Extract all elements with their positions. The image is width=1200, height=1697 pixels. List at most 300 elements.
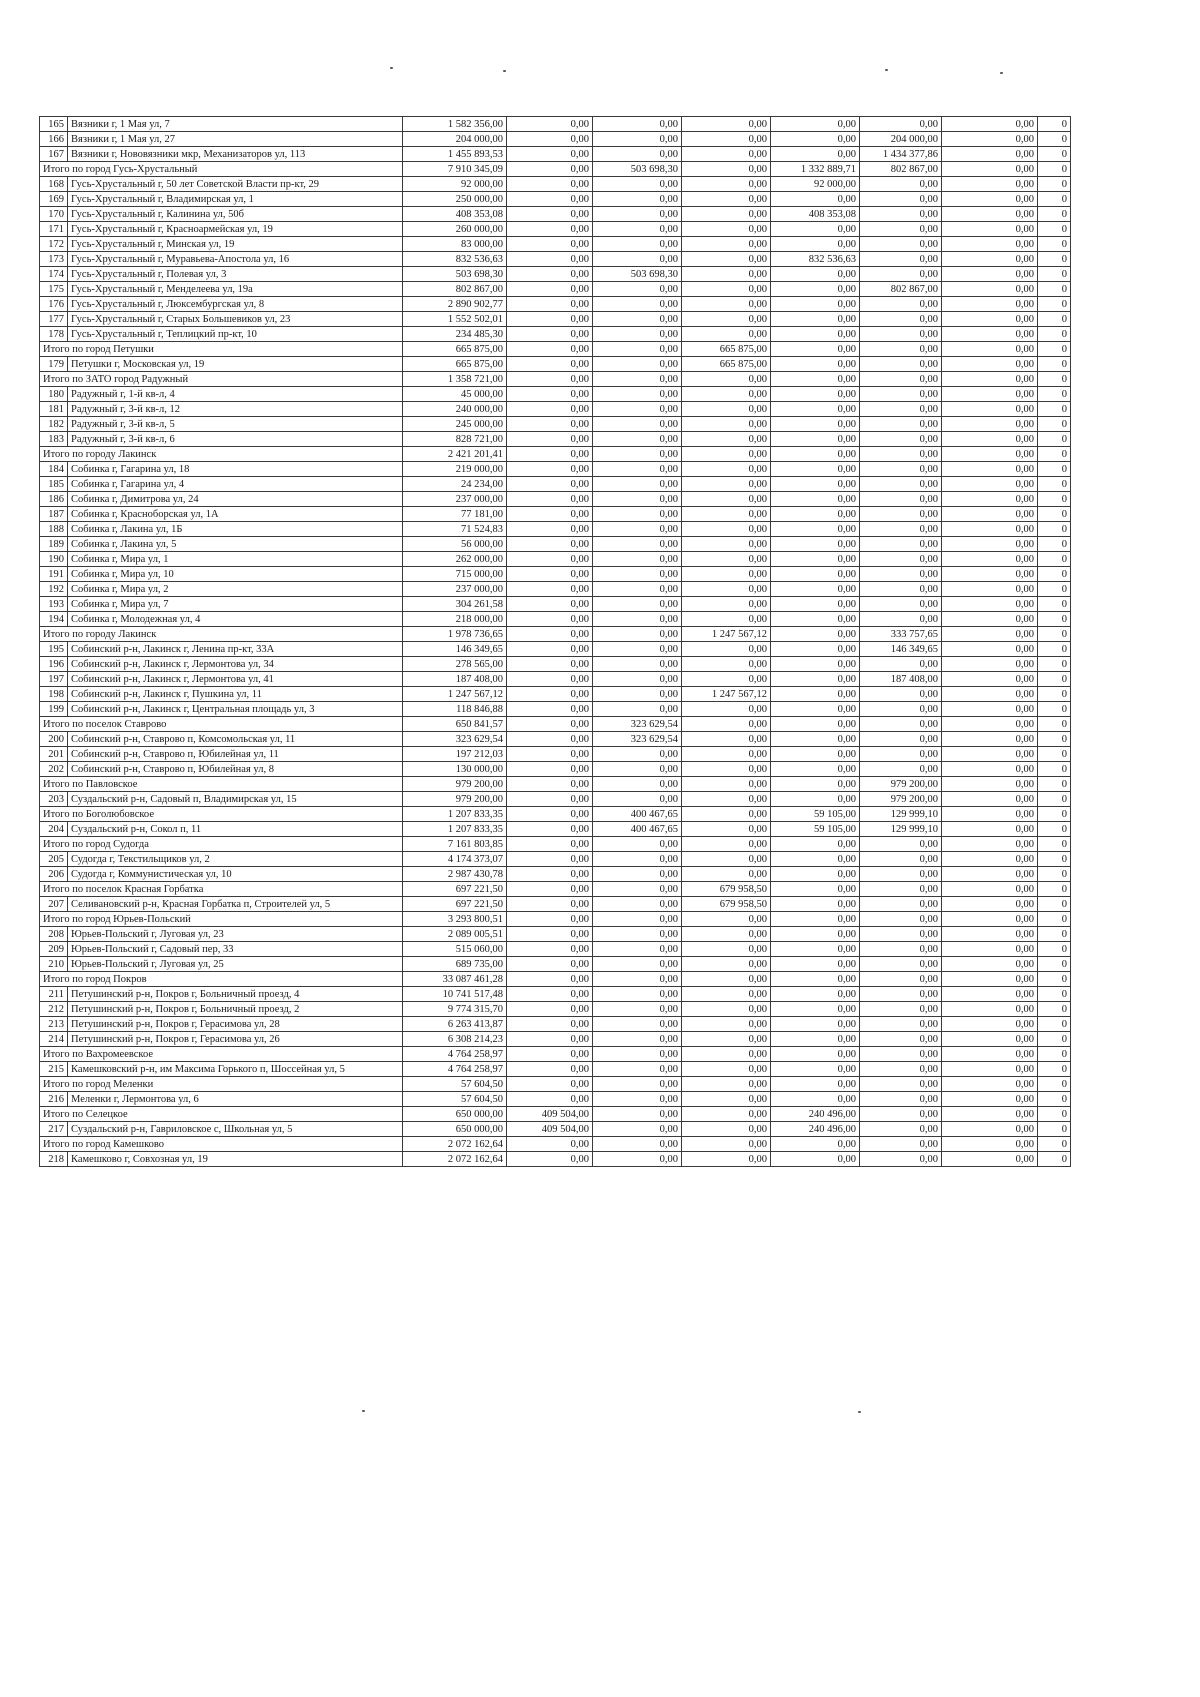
amount-cell: 0,00 — [682, 222, 771, 237]
address-cell: Собинка г, Димитрова ул, 24 — [68, 492, 403, 507]
row-number: 190 — [40, 552, 68, 567]
amount-total-cell: 234 485,30 — [403, 327, 507, 342]
row-number: 212 — [40, 1002, 68, 1017]
amount-cell: 0 — [1038, 162, 1071, 177]
amount-total-cell: 2 089 005,51 — [403, 927, 507, 942]
amount-cell: 0 — [1038, 537, 1071, 552]
row-number: 202 — [40, 762, 68, 777]
row-number: 178 — [40, 327, 68, 342]
amount-cell: 0 — [1038, 237, 1071, 252]
amount-cell: 0,00 — [593, 207, 682, 222]
amount-cell: 0 — [1038, 792, 1071, 807]
address-cell: Петушинский р-н, Покров г, Герасимова ул, 28 — [68, 1017, 403, 1032]
row-number: 176 — [40, 297, 68, 312]
amount-cell: 0,00 — [942, 387, 1038, 402]
amount-cell: 0,00 — [593, 1017, 682, 1032]
scan-speck — [390, 67, 393, 69]
address-cell: Суздальский р-н, Гавриловское с, Школьная ул, 5 — [68, 1122, 403, 1137]
amount-cell: 0,00 — [593, 462, 682, 477]
table-row — [40, 402, 1071, 417]
amount-cell: 0 — [1038, 342, 1071, 357]
address-cell: Радужный г, 3-й кв-л, 12 — [68, 402, 403, 417]
amount-cell: 0,00 — [860, 597, 942, 612]
amount-total-cell: 260 000,00 — [403, 222, 507, 237]
amount-cell: 0,00 — [860, 612, 942, 627]
amount-cell: 0 — [1038, 387, 1071, 402]
table-row — [40, 1122, 1071, 1137]
amount-total-cell: 323 629,54 — [403, 732, 507, 747]
amount-cell: 0,00 — [682, 1002, 771, 1017]
amount-cell: 0,00 — [771, 1092, 860, 1107]
amount-cell: 0,00 — [507, 1017, 593, 1032]
amount-cell: 0,00 — [860, 402, 942, 417]
amount-total-cell: 9 774 315,70 — [403, 1002, 507, 1017]
amount-total-cell: 250 000,00 — [403, 192, 507, 207]
amount-cell: 0,00 — [593, 1107, 682, 1122]
amount-cell: 503 698,30 — [593, 162, 682, 177]
amount-cell: 0,00 — [507, 897, 593, 912]
table-row — [40, 642, 1071, 657]
row-number: 201 — [40, 747, 68, 762]
amount-total-cell: 1 358 721,00 — [403, 372, 507, 387]
amount-total-cell: 1 247 567,12 — [403, 687, 507, 702]
amount-cell: 0 — [1038, 117, 1071, 132]
amount-cell: 0,00 — [771, 417, 860, 432]
amount-cell: 0,00 — [593, 552, 682, 567]
amount-cell: 0 — [1038, 567, 1071, 582]
amount-cell: 0,00 — [860, 567, 942, 582]
table-total-row — [40, 1137, 1071, 1152]
table-row — [40, 1017, 1071, 1032]
amount-cell: 0,00 — [682, 837, 771, 852]
amount-cell: 0 — [1038, 1062, 1071, 1077]
amount-cell: 0 — [1038, 207, 1071, 222]
table-total-row — [40, 342, 1071, 357]
amount-cell: 0,00 — [942, 762, 1038, 777]
amount-cell: 0,00 — [682, 792, 771, 807]
amount-cell: 0,00 — [771, 1032, 860, 1047]
amount-cell: 0,00 — [507, 402, 593, 417]
amount-cell: 0,00 — [593, 912, 682, 927]
amount-cell: 0,00 — [507, 507, 593, 522]
row-number: 167 — [40, 147, 68, 162]
amount-total-cell: 245 000,00 — [403, 417, 507, 432]
amount-cell: 0,00 — [593, 687, 682, 702]
amount-cell: 0,00 — [507, 1092, 593, 1107]
row-number: 175 — [40, 282, 68, 297]
total-label: Итого по ЗАТО город Радужный — [40, 372, 403, 387]
row-number: 179 — [40, 357, 68, 372]
amount-cell: 0,00 — [942, 132, 1038, 147]
table-total-row — [40, 1077, 1071, 1092]
amount-cell: 0,00 — [860, 732, 942, 747]
amount-cell: 0,00 — [682, 912, 771, 927]
table-total-row — [40, 1107, 1071, 1122]
amount-cell: 0,00 — [860, 417, 942, 432]
address-cell: Собинка г, Гагарина ул, 4 — [68, 477, 403, 492]
amount-cell: 0,00 — [771, 1017, 860, 1032]
amount-cell: 0,00 — [507, 822, 593, 837]
amount-cell: 0,00 — [771, 132, 860, 147]
amount-cell: 0,00 — [771, 1062, 860, 1077]
amount-cell: 0,00 — [507, 807, 593, 822]
amount-cell: 0,00 — [593, 372, 682, 387]
amount-cell: 665 875,00 — [682, 342, 771, 357]
amount-cell: 0,00 — [942, 207, 1038, 222]
table-row — [40, 117, 1071, 132]
table-row — [40, 567, 1071, 582]
amount-cell: 0,00 — [860, 537, 942, 552]
amount-cell: 0,00 — [942, 852, 1038, 867]
amount-cell: 0,00 — [593, 477, 682, 492]
amount-cell: 0,00 — [771, 717, 860, 732]
amount-cell: 333 757,65 — [860, 627, 942, 642]
amount-cell: 0 — [1038, 417, 1071, 432]
amount-cell: 0,00 — [682, 117, 771, 132]
amount-cell: 0,00 — [682, 747, 771, 762]
amount-total-cell: 650 000,00 — [403, 1107, 507, 1122]
amount-cell: 0,00 — [860, 702, 942, 717]
amount-cell: 0,00 — [942, 987, 1038, 1002]
amount-total-cell: 130 000,00 — [403, 762, 507, 777]
amount-total-cell: 4 764 258,97 — [403, 1047, 507, 1062]
amount-cell: 204 000,00 — [860, 132, 942, 147]
row-number: 177 — [40, 312, 68, 327]
row-number: 187 — [40, 507, 68, 522]
amount-cell: 400 467,65 — [593, 807, 682, 822]
address-cell: Вязники г, Нововязники мкр, Механизаторов ул, 113 — [68, 147, 403, 162]
amount-cell: 0,00 — [860, 462, 942, 477]
amount-cell: 0,00 — [507, 597, 593, 612]
amount-cell: 0,00 — [593, 1062, 682, 1077]
amount-cell: 0,00 — [507, 147, 593, 162]
amount-cell: 0,00 — [860, 267, 942, 282]
table-row — [40, 297, 1071, 312]
table-row — [40, 657, 1071, 672]
amount-total-cell: 2 987 430,78 — [403, 867, 507, 882]
row-number: 207 — [40, 897, 68, 912]
amount-cell: 0,00 — [507, 447, 593, 462]
amount-cell: 0,00 — [860, 342, 942, 357]
total-label: Итого по город Покров — [40, 972, 403, 987]
address-cell: Юрьев-Польский г, Луговая ул, 23 — [68, 927, 403, 942]
amount-cell: 0,00 — [507, 477, 593, 492]
row-number: 185 — [40, 477, 68, 492]
amount-cell: 0 — [1038, 357, 1071, 372]
amount-total-cell: 2 421 201,41 — [403, 447, 507, 462]
amount-cell: 0,00 — [682, 1107, 771, 1122]
amount-cell: 979 200,00 — [860, 777, 942, 792]
amount-cell: 679 958,50 — [682, 882, 771, 897]
amount-cell: 0,00 — [942, 447, 1038, 462]
amount-total-cell: 828 721,00 — [403, 432, 507, 447]
amount-cell: 0,00 — [860, 192, 942, 207]
address-cell: Радужный г, 3-й кв-л, 5 — [68, 417, 403, 432]
amount-cell: 0,00 — [942, 1077, 1038, 1092]
amount-cell: 0,00 — [942, 1122, 1038, 1137]
amount-total-cell: 7 910 345,09 — [403, 162, 507, 177]
table-row — [40, 762, 1071, 777]
amount-total-cell: 689 735,00 — [403, 957, 507, 972]
amount-cell: 0,00 — [771, 747, 860, 762]
amount-cell: 0,00 — [507, 237, 593, 252]
amount-cell: 0,00 — [593, 597, 682, 612]
total-label: Итого по город Меленки — [40, 1077, 403, 1092]
amount-cell: 0,00 — [593, 927, 682, 942]
amount-cell: 0,00 — [771, 567, 860, 582]
amount-cell: 0,00 — [771, 1047, 860, 1062]
amount-cell: 0,00 — [942, 1062, 1038, 1077]
amount-cell: 0,00 — [771, 342, 860, 357]
amount-cell: 0,00 — [771, 447, 860, 462]
amount-cell: 0,00 — [507, 357, 593, 372]
amount-cell: 0 — [1038, 462, 1071, 477]
amount-cell: 0,00 — [942, 282, 1038, 297]
table-row — [40, 462, 1071, 477]
table-row — [40, 672, 1071, 687]
amount-cell: 0,00 — [942, 597, 1038, 612]
amount-cell: 0,00 — [942, 687, 1038, 702]
amount-cell: 0 — [1038, 897, 1071, 912]
amount-cell: 0,00 — [682, 387, 771, 402]
amount-cell: 0,00 — [942, 732, 1038, 747]
amount-cell: 0,00 — [507, 162, 593, 177]
amount-cell: 0,00 — [860, 762, 942, 777]
amount-total-cell: 240 000,00 — [403, 402, 507, 417]
address-cell: Вязники г, 1 Мая ул, 7 — [68, 117, 403, 132]
amount-cell: 0,00 — [682, 402, 771, 417]
amount-cell: 0,00 — [682, 237, 771, 252]
table-row — [40, 147, 1071, 162]
amount-cell: 0,00 — [682, 477, 771, 492]
amount-cell: 0,00 — [942, 342, 1038, 357]
amount-cell: 0,00 — [682, 252, 771, 267]
amount-cell: 0,00 — [942, 867, 1038, 882]
row-number: 214 — [40, 1032, 68, 1047]
amount-cell: 0,00 — [507, 327, 593, 342]
amount-cell: 0,00 — [507, 612, 593, 627]
table-row — [40, 852, 1071, 867]
address-cell: Петушинский р-н, Покров г, Больничный проезд, 2 — [68, 1002, 403, 1017]
amount-cell: 0,00 — [682, 822, 771, 837]
table-row — [40, 312, 1071, 327]
table-row — [40, 132, 1071, 147]
amount-total-cell: 1 978 736,65 — [403, 627, 507, 642]
amount-cell: 0,00 — [771, 312, 860, 327]
row-number: 169 — [40, 192, 68, 207]
amount-cell: 92 000,00 — [771, 177, 860, 192]
amount-cell: 0,00 — [682, 207, 771, 222]
amount-total-cell: 408 353,08 — [403, 207, 507, 222]
row-number: 172 — [40, 237, 68, 252]
amount-cell: 0 — [1038, 327, 1071, 342]
amount-cell: 0,00 — [942, 252, 1038, 267]
amount-cell: 0,00 — [942, 477, 1038, 492]
amount-cell: 0 — [1038, 717, 1071, 732]
scan-speck — [1000, 72, 1003, 74]
row-number: 188 — [40, 522, 68, 537]
table-body — [40, 117, 1071, 1167]
amount-cell: 0 — [1038, 447, 1071, 462]
amount-cell: 0,00 — [682, 702, 771, 717]
table-row — [40, 537, 1071, 552]
amount-cell: 240 496,00 — [771, 1122, 860, 1137]
amount-total-cell: 278 565,00 — [403, 657, 507, 672]
amount-cell: 0,00 — [771, 882, 860, 897]
address-cell: Собинский р-н, Лакинск г, Центральная площадь ул, 3 — [68, 702, 403, 717]
amount-total-cell: 697 221,50 — [403, 897, 507, 912]
amount-cell: 0,00 — [771, 672, 860, 687]
amount-cell: 1 247 567,12 — [682, 687, 771, 702]
amount-cell: 0 — [1038, 1092, 1071, 1107]
amount-cell: 0,00 — [771, 402, 860, 417]
amount-cell: 0,00 — [771, 297, 860, 312]
amount-total-cell: 515 060,00 — [403, 942, 507, 957]
amount-cell: 323 629,54 — [593, 732, 682, 747]
amount-cell: 0,00 — [682, 987, 771, 1002]
total-label: Итого по поселок Ставрово — [40, 717, 403, 732]
amount-cell: 0,00 — [771, 957, 860, 972]
table-row — [40, 207, 1071, 222]
amount-cell: 0,00 — [682, 612, 771, 627]
amount-cell: 0,00 — [942, 552, 1038, 567]
amount-cell: 0,00 — [860, 1017, 942, 1032]
amount-cell: 0 — [1038, 957, 1071, 972]
amount-cell: 0,00 — [593, 177, 682, 192]
table-row — [40, 867, 1071, 882]
amount-cell: 0,00 — [507, 702, 593, 717]
row-number: 217 — [40, 1122, 68, 1137]
amount-total-cell: 77 181,00 — [403, 507, 507, 522]
amount-cell: 0,00 — [771, 432, 860, 447]
table-row — [40, 927, 1071, 942]
amount-cell: 0,00 — [942, 297, 1038, 312]
amount-cell: 0,00 — [942, 612, 1038, 627]
amount-cell: 0,00 — [860, 957, 942, 972]
amount-total-cell: 219 000,00 — [403, 462, 507, 477]
amount-total-cell: 83 000,00 — [403, 237, 507, 252]
total-label: Итого по город Камешково — [40, 1137, 403, 1152]
amount-cell: 0,00 — [860, 717, 942, 732]
address-cell: Собинка г, Мира ул, 1 — [68, 552, 403, 567]
amount-total-cell: 2 072 162,64 — [403, 1137, 507, 1152]
amount-cell: 0,00 — [860, 252, 942, 267]
amount-cell: 0,00 — [942, 927, 1038, 942]
amount-cell: 0,00 — [593, 777, 682, 792]
amount-cell: 0,00 — [860, 237, 942, 252]
table-total-row — [40, 717, 1071, 732]
amount-cell: 0,00 — [507, 432, 593, 447]
amount-cell: 0,00 — [593, 447, 682, 462]
address-cell: Собинка г, Мира ул, 10 — [68, 567, 403, 582]
amount-cell: 0,00 — [942, 417, 1038, 432]
amount-cell: 0,00 — [507, 522, 593, 537]
amount-total-cell: 2 072 162,64 — [403, 1152, 507, 1167]
amount-cell: 0 — [1038, 372, 1071, 387]
amount-cell: 0,00 — [942, 717, 1038, 732]
amount-cell: 0,00 — [860, 1047, 942, 1062]
amount-cell: 0,00 — [860, 387, 942, 402]
table-row — [40, 432, 1071, 447]
address-cell: Суздальский р-н, Сокол п, 11 — [68, 822, 403, 837]
amount-cell: 409 504,00 — [507, 1107, 593, 1122]
amount-cell: 0,00 — [682, 147, 771, 162]
amount-cell: 1 332 889,71 — [771, 162, 860, 177]
amount-cell: 0,00 — [771, 657, 860, 672]
row-number: 181 — [40, 402, 68, 417]
amount-cell: 0,00 — [507, 282, 593, 297]
amount-cell: 0 — [1038, 1047, 1071, 1062]
total-label: Итого по городу Лакинск — [40, 627, 403, 642]
amount-total-cell: 802 867,00 — [403, 282, 507, 297]
row-number: 216 — [40, 1092, 68, 1107]
amount-cell: 0,00 — [771, 282, 860, 297]
table-total-row — [40, 372, 1071, 387]
table-row — [40, 792, 1071, 807]
amount-cell: 146 349,65 — [860, 642, 942, 657]
amount-cell: 0 — [1038, 657, 1071, 672]
amount-cell: 665 875,00 — [682, 357, 771, 372]
amount-cell: 0,00 — [682, 1062, 771, 1077]
amount-cell: 0 — [1038, 762, 1071, 777]
amount-cell: 0,00 — [771, 927, 860, 942]
amount-cell: 0,00 — [771, 147, 860, 162]
amount-cell: 0 — [1038, 552, 1071, 567]
amount-cell: 0 — [1038, 852, 1071, 867]
amount-total-cell: 187 408,00 — [403, 672, 507, 687]
amount-cell: 0 — [1038, 732, 1071, 747]
amount-cell: 187 408,00 — [860, 672, 942, 687]
amount-cell: 0,00 — [682, 447, 771, 462]
table-total-row — [40, 447, 1071, 462]
amount-cell: 0 — [1038, 597, 1071, 612]
amount-cell: 0,00 — [593, 1092, 682, 1107]
amount-cell: 0,00 — [942, 237, 1038, 252]
row-number: 165 — [40, 117, 68, 132]
row-number: 210 — [40, 957, 68, 972]
amount-cell: 0,00 — [942, 492, 1038, 507]
amount-cell: 0,00 — [860, 222, 942, 237]
amount-cell: 0,00 — [942, 672, 1038, 687]
amount-total-cell: 204 000,00 — [403, 132, 507, 147]
amount-cell: 0,00 — [682, 312, 771, 327]
amount-cell: 0,00 — [860, 432, 942, 447]
amount-cell: 0,00 — [593, 657, 682, 672]
amount-cell: 0 — [1038, 177, 1071, 192]
row-number: 193 — [40, 597, 68, 612]
amount-cell: 0,00 — [942, 1107, 1038, 1122]
amount-cell: 0,00 — [593, 942, 682, 957]
amount-cell: 0,00 — [942, 312, 1038, 327]
amount-total-cell: 304 261,58 — [403, 597, 507, 612]
amount-cell: 802 867,00 — [860, 162, 942, 177]
table-row — [40, 732, 1071, 747]
table-row — [40, 507, 1071, 522]
amount-cell: 0,00 — [593, 342, 682, 357]
amount-cell: 0,00 — [942, 702, 1038, 717]
table-row — [40, 942, 1071, 957]
amount-cell: 0 — [1038, 837, 1071, 852]
amount-cell: 0,00 — [682, 957, 771, 972]
amount-cell: 0 — [1038, 642, 1071, 657]
address-cell: Гусь-Хрустальный г, Менделеева ул, 19а — [68, 282, 403, 297]
amount-cell: 0 — [1038, 282, 1071, 297]
amount-cell: 0,00 — [682, 462, 771, 477]
row-number: 186 — [40, 492, 68, 507]
amount-cell: 0,00 — [507, 747, 593, 762]
amount-cell: 0 — [1038, 987, 1071, 1002]
amount-cell: 0,00 — [593, 357, 682, 372]
